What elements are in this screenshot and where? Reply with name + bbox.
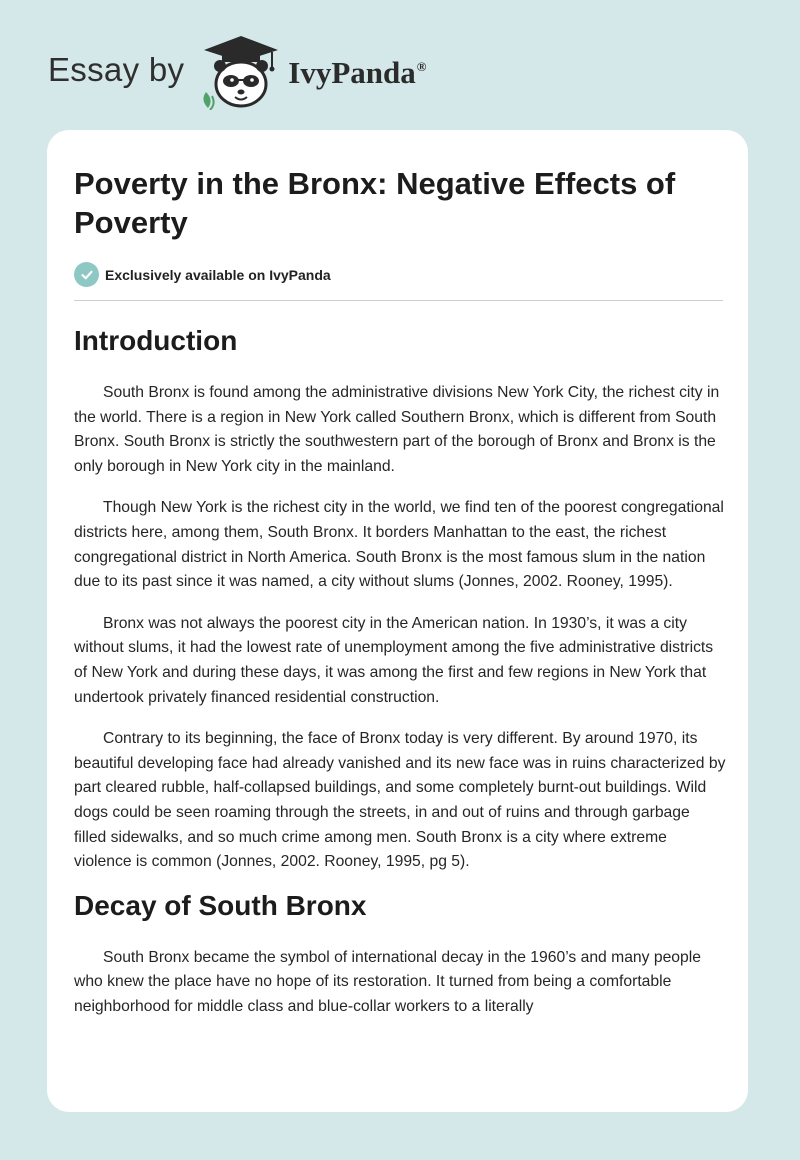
panda-logo-icon[interactable] [198, 34, 284, 110]
brand-label: IvyPanda [288, 55, 416, 90]
essay-by-label: Essay by [48, 51, 185, 88]
section-heading-decay: Decay of South Bronx [74, 889, 367, 921]
checkmark-icon [74, 262, 99, 287]
page-title: Poverty in the Bronx: Negative Effects of Poverty [74, 166, 676, 240]
brand-name[interactable] [288, 55, 426, 91]
divider [74, 300, 723, 301]
paragraph: Though New York is the richest city in the world, we find ten of the poorest congregational districts here, among them, South Bronx. It borders Manhattan to the east, the richest congregational district in North America. South Bronx is the most famous slum in the nation due to its past since it was named, a city without slums (Jonnes, 2002. Rooney, 1995). [74, 499, 724, 591]
registered-mark: ® [416, 59, 427, 74]
paragraph: South Bronx is found among the administrative divisions New York City, the richest city in the world. There is a region in New York called Southern Bronx, which is different from South Bronx. South Bronx is strictly the southwestern part of the borough of Bronx and Bronx is the only borough in New York city in the mainland. [74, 384, 720, 475]
paragraph: South Bronx became the symbol of international decay in the 1960’s and many people who knew the place have no hope of its restoration. It turned from being a comfortable neighborhood for middle class and blue-collar workers to a literally [74, 948, 701, 1015]
exclusive-badge-label: Exclusively available on IvyPanda [105, 266, 331, 283]
essay-card [47, 130, 748, 1112]
exclusive-badge [74, 262, 721, 287]
site-header [48, 34, 427, 110]
paragraph: Contrary to its beginning, the face of Bronx today is very different. By around 1970, its beautiful developing face had already vanished and its new face was in ruins characterized by part cleared rubble, half-collapsed buildings, and some completely burnt-out buildings. Wild dogs could be seen roaming through the streets, in and out of ruins and through garbage filled sidewalks, and so much crime among men. South Bronx is a city where extreme violence is common (Jonnes, 2002. Rooney, 1995, pg 5). [74, 730, 726, 871]
section-heading-introduction: Introduction [74, 325, 238, 356]
paragraph: Bronx was not always the poorest city in the American nation. In 1930’s, it was a city without slums, it had the lowest rate of unemployment among the five administrative districts of New York and during these days, it was among the first and few regions in New York that undertook privately financed residential construction. [74, 614, 714, 706]
